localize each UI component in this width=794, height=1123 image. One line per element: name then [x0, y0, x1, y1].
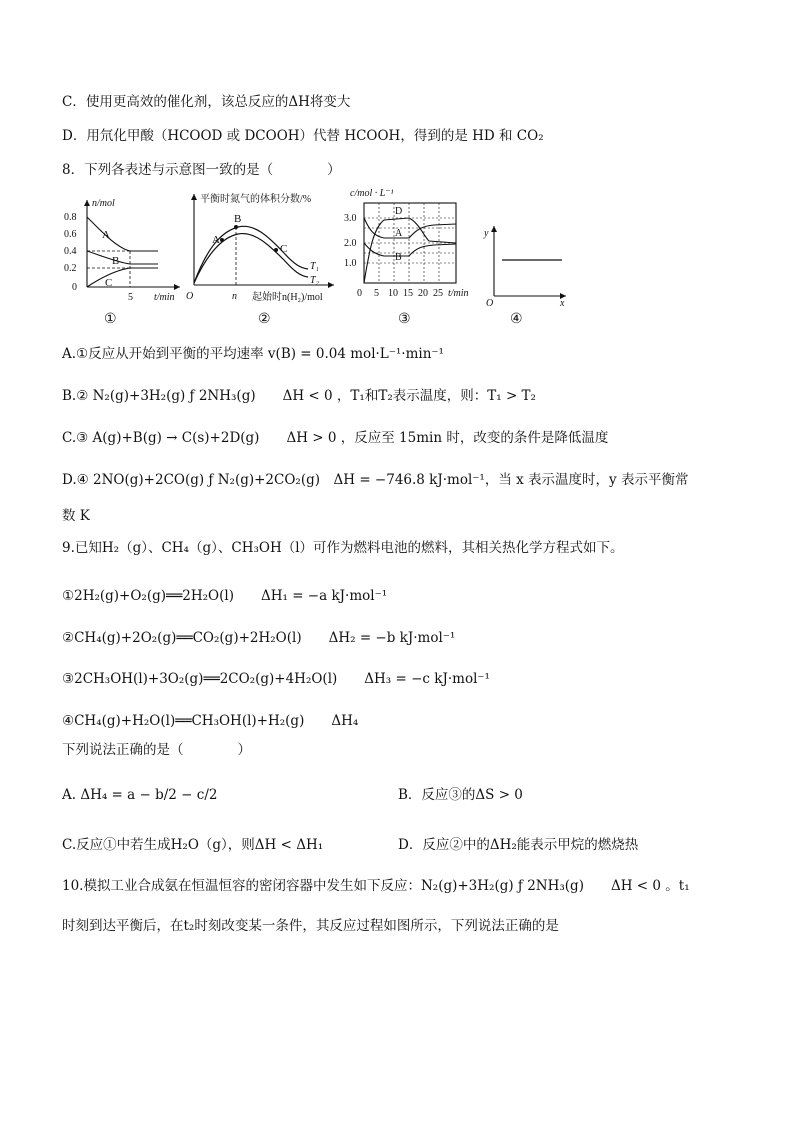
fig1-label-c: C: [105, 277, 113, 289]
fig2-origin: O: [186, 291, 194, 302]
fig3-ytick: 2.0: [344, 238, 357, 249]
option-b-q8: B.② N₂(g)+3H₂(g) ƒ 2NH₃(g) ΔH < 0 ，T₁和T₂表示温度，则：T₁ > T₂: [62, 388, 536, 404]
fig4-xlabel: x: [560, 298, 565, 308]
option-c-q8: C.③ A(g)+B(g) → C(s)+2D(g) ΔH > 0 ，反应至 15min 时，改变的条件是降低温度: [62, 430, 609, 446]
question-9: 9.已知H₂（g）、CH₄（g）、CH₃OH（l）可作为燃料电池的燃料，其相关热化学方程式如下。: [62, 540, 624, 556]
equation-3: ③2CH₃OH(l)+3O₂(g)══2CO₂(g)+4H₂O(l) ΔH₃ = −c kJ·mol⁻¹: [62, 671, 490, 687]
fig4-ylabel: y: [484, 228, 489, 239]
fig1-curve-a: [87, 217, 158, 251]
fig3-xtick: 5: [374, 288, 379, 299]
fig3-xlabel: t/min: [448, 288, 469, 299]
fig3-label-a: A: [395, 228, 403, 239]
figure-1: [62, 192, 182, 307]
option-d-q7: D．用氘化甲酸（HCOOD 或 DCOOH）代替 HCOOH，得到的是 HD 和 CO₂: [62, 128, 544, 144]
fig3-xtick: 25: [433, 288, 443, 299]
option-d-q8-cont: 数 K: [62, 508, 90, 524]
fig2-label-t1: T₁: [310, 261, 320, 272]
option-b-q9: B．反应③的ΔS > 0: [398, 787, 523, 803]
fig1-ylabel: n/mol: [92, 198, 115, 209]
fig1-ytick: 0.6: [64, 229, 77, 240]
fig2-xlabel: 起始时n(H₂)/mol: [252, 292, 323, 303]
equation-1: ①2H₂(g)+O₂(g)══2H₂O(l) ΔH₁ = −a kJ·mol⁻¹: [62, 588, 388, 604]
fig2-point-b: B: [234, 213, 242, 225]
fig1-xtick: 5: [128, 292, 133, 303]
fig2-ylabel: 平衡时氮气的体积分数/%: [200, 194, 312, 205]
question-9-prompt: 下列说法正确的是（ ）: [62, 742, 251, 758]
fig2-label-t2: T₂: [310, 275, 320, 286]
option-a-q8: A.①反应从开始到平衡的平均速率 v(B) = 0.04 mol·L⁻¹·min⁻¹: [62, 346, 444, 362]
fig1-caption: ①: [104, 311, 117, 327]
fig2-xtick: n: [232, 291, 237, 302]
fig3-xtick: 15: [403, 288, 413, 299]
fig1-curve-c: [87, 268, 158, 287]
option-c-q9: C.反应①中若生成H₂O（g），则ΔH < ΔH₁: [62, 837, 324, 853]
fig1-ytick: 0: [72, 282, 77, 293]
option-d-q8: D.④ 2NO(g)+2CO(g) ƒ N₂(g)+2CO₂(g) ΔH = −746.8 kJ·mol⁻¹，当 x 表示温度时，y 表示平衡常: [62, 472, 689, 488]
fig1-ytick: 0.8: [64, 212, 77, 223]
equation-4: ④CH₄(g)+H₂O(l)══CH₃OH(l)+H₂(g) ΔH₄: [62, 713, 359, 729]
figure-2: [184, 188, 344, 308]
fig1-xlabel: t/min: [154, 292, 175, 303]
figure-4: [482, 220, 572, 308]
question-8: 8．下列各表述与示意图一致的是（ ）: [62, 162, 341, 178]
fig3-label-d: D: [395, 206, 403, 217]
fig2-point-a: A: [212, 234, 220, 246]
question-10: 10.模拟工业合成氨在恒温恒容的密闭容器中发生如下反应：N₂(g)+3H₂(g) ƒ 2NH₃(g) ΔH < 0 。t₁: [62, 878, 690, 894]
fig3-xtick: 20: [418, 288, 428, 299]
option-d-q9: D．反应②中的ΔH₂能表示甲烷的燃烧热: [398, 837, 639, 853]
fig3-ytick: 1.0: [344, 258, 357, 269]
fig3-ylabel: c/mol · L⁻¹: [350, 188, 394, 199]
fig4-origin: O: [486, 298, 494, 308]
fig1-ytick: 0.2: [64, 263, 77, 274]
equation-2: ②CH₄(g)+2O₂(g)══CO₂(g)+2H₂O(l) ΔH₂ = −b kJ·mol⁻¹: [62, 630, 456, 646]
fig1-label-b: B: [112, 255, 120, 267]
fig1-curve-b: [87, 251, 158, 264]
fig3-caption: ③: [398, 311, 411, 327]
figure-3: [344, 186, 474, 308]
question-10-cont: 时刻到达平衡后，在t₂时刻改变某一条件，其反应过程如图所示，下列说法正确的是: [62, 918, 559, 934]
fig1-label-a: A: [102, 229, 110, 241]
fig2-point-c: C: [280, 243, 288, 255]
fig3-label-b: B: [395, 252, 402, 263]
fig3-xtick: 0: [357, 288, 362, 299]
option-c-q7: C．使用更高效的催化剂，该总反应的ΔH将变大: [62, 94, 351, 110]
fig3-xtick: 10: [388, 288, 398, 299]
fig2-caption: ②: [258, 311, 271, 327]
fig3-curve-b: [364, 243, 456, 256]
fig1-ytick: 0.4: [64, 246, 77, 257]
fig3-ytick: 3.0: [344, 213, 357, 224]
fig4-caption: ④: [510, 311, 523, 327]
option-a-q9: A. ΔH₄ = a − b/2 − c/2: [62, 787, 218, 803]
